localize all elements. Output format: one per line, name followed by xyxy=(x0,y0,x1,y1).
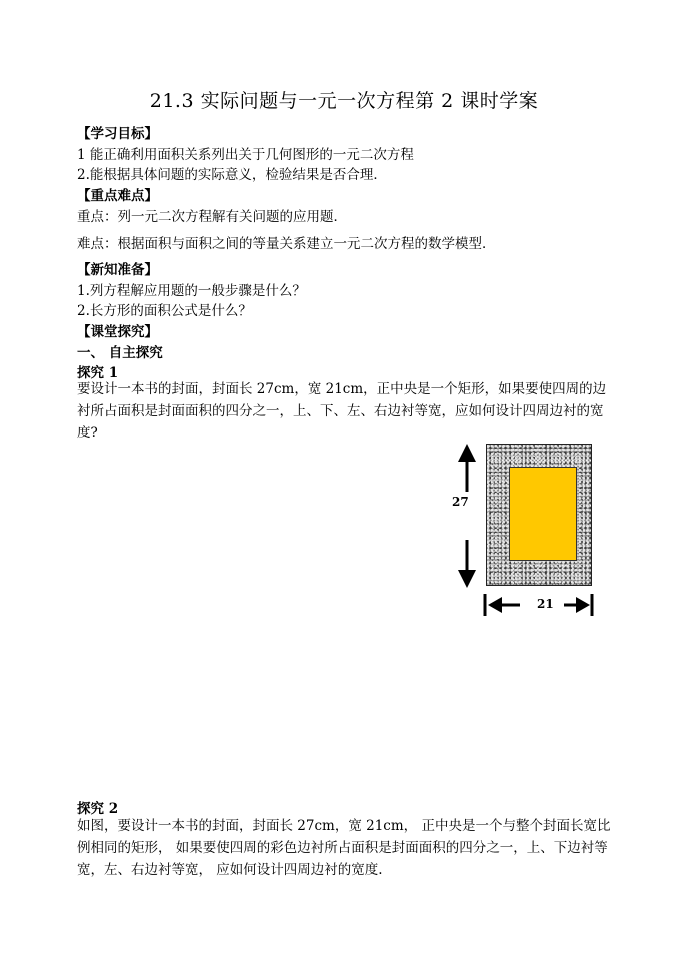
difficulty-point: 难点：根据面积与面积之间的等量关系建立一元二次方程的数学模型． xyxy=(77,236,496,252)
document-title: 21.3 实际问题与一元一次方程第 2 课时学案 xyxy=(149,90,539,112)
explore-2-title: 探究 2 xyxy=(77,801,119,817)
prep-item-1: 1.列方程解应用题的一般步骤是什么？ xyxy=(77,283,306,299)
explore-1-title: 探究 1 xyxy=(77,365,119,381)
self-explore-heading: 一、 自主探究 xyxy=(77,345,163,361)
book-cover-figure xyxy=(452,440,602,620)
goal-item-2: 2.能根据具体问题的实际意义，检验结果是否合理． xyxy=(77,167,387,183)
prep-heading: 【新知准备】 xyxy=(77,262,158,278)
width-label: 21 xyxy=(537,597,554,611)
height-label: 27 xyxy=(452,495,469,509)
explore-2-text: 如图，要设计一本书的封面，封面长 27cm，宽 21cm， 正中央是一个与整个封面长宽比例相同的矩形， 如果要使四周的彩色边衬所占面积是封面面积的四分之一，上、下边衬等宽，左、右边衬等宽， 应如何设计四周边衬的宽度. xyxy=(77,818,611,878)
key-point: 重点：列一元二次方程解有关问题的应用题． xyxy=(77,209,347,225)
explore-heading: 【课堂探究】 xyxy=(77,324,158,340)
dimension-arrows xyxy=(452,440,602,620)
goals-heading: 【学习目标】 xyxy=(77,126,158,142)
explore-1-text: 要设计一本书的封面，封面长 27cm，宽 21cm，正中央是一个矩形，如果要使四周的边衬所占面积是封面面积的四分之一，上、下、左、右边衬等宽，应如何设计四周边衬的宽度? xyxy=(77,381,607,441)
prep-item-2: 2.长方形的面积公式是什么？ xyxy=(77,303,252,319)
goal-item-1: 1 能正确利用面积关系列出关于几何图形的一元二次方程 xyxy=(77,147,414,163)
key-heading: 【重点难点】 xyxy=(77,188,158,204)
